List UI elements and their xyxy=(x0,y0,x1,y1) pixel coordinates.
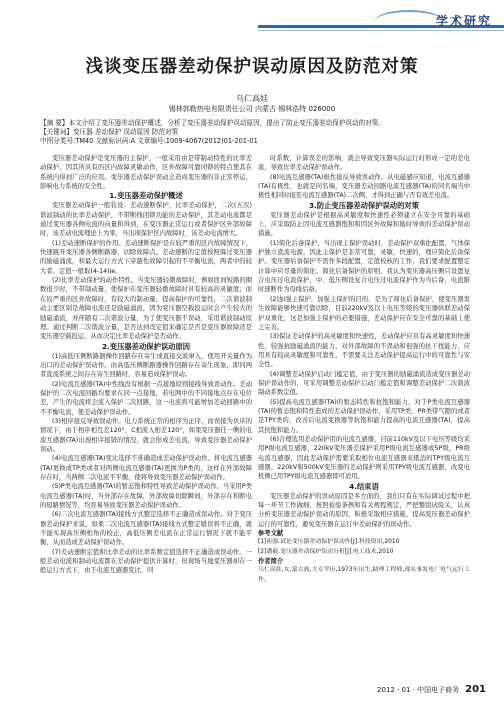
paragraph: (7)差动速断定值和比率差动的比率系数定值选择不正确造成误动作。一般差动电流和制动电流都在差动保护提供计算时，但现场当地变压器却在一般运行方式下，由于电流互感器变比、同 xyxy=(40,548,252,575)
paragraph: (8)电流互感器(TA)极性接反导致误动作。从电磁感应知道，电流互感器(TA)有极性，也就是同名端，变压器差动回路电流互感器(TA)的同名端当中极性相同时接至电流互感器(TA)二次侧，才得到正确与否有效差电流。 xyxy=(258,173,470,200)
keywords: 【关键词】变压器 差动保护 误动原因 防范对策 xyxy=(40,128,179,136)
reference-item: [2]潘毅.变压器差动保护误动分析[J].电工技术,2010 xyxy=(258,548,394,555)
section-heading: 4.结束语 xyxy=(349,481,379,491)
paragraph: 时系数，计算误差的影响，就会导致变压器实际运行时形成一定的差电流，导致比率差动保护误动作。 xyxy=(258,155,470,172)
paragraph: (1)简化后备保护，当出现主保护误动时，差动保护双重化配置，气体保护独立直流电源，因此主保护是非常可靠，灵敏，快速的，理应简化后备保护。变压器后备保护不需作多段配置，定值校核的工作，我们要求配置整定计算中应尽量的简化。简化后备保护的原则，我认为变压器高压侧只设置复合电压过电流保护，中、低压侧设复合电压过电流保护作为当后备，电流限时速断作为母线后备。 xyxy=(258,239,470,294)
section-heading: 3.防止变压器差动保护误动的对策 xyxy=(308,200,419,210)
paragraph: (6)合理选用差动保护用的电流互感器，目前110kV及以下电压等级均采用P级电流互感器，220kV变压器差保护采用P级电流互感器或5P级，PR级电流互感器，因此差动保护需要采取相位电流互感器来抵消的TPY级电流互感器，220kV和500kV变压器的差动保护则采用TPY级电流互感器，改变电机侧已用TPY级电流互感器即可适用。 xyxy=(258,435,470,481)
paragraph: 变压器差动保护一般装设：差动速断保护，比率差动保护，二次(五次)谐波制动的比率差动保护，不带断线闭锁功能的差动保护，其差动电流都是通过变压器各侧电流的向量和得到，在变压器正常运行或者保护区外部故障时，该差动电流理论上为零，当出现保护区内故障时，该差动电流增大。 xyxy=(40,202,252,238)
author-name: 乌仁高娃 xyxy=(236,94,268,103)
page-number: 201 xyxy=(465,684,486,695)
affiliation: 锡林郭勒热电有限责任公司 内蒙古 锡林浩特 026000 xyxy=(168,105,336,113)
subsection-heading: 作者简介 xyxy=(258,558,284,566)
paragraph: (3)相序接反导致误动作。电力系统正常的相序为正序，而误接为负序的情况下，由于相序相互差120°，C相流入相差120°，如果变压器任一侧的电流互感器(TA)出现相序接错的情况，就会形成差电流，导致变压器差动保护误动。 xyxy=(40,417,252,453)
paragraph: (6)二次电流互感器(TA)接线方式整定选择不正确造成误动作。对于变压器差动保护来说，如果二次电流互感器(TA)接线方式整定错误将不正确，就不能实现高压侧相角的校正，高低压侧差电流在正常运行情况下就不能平衡，从而造成差动保护误动作。 xyxy=(40,511,252,547)
abstract: 【摘 要】本文介绍了变压器差动保护概述，分析了变压器差动保护误动原因，提出了防止变压器差动保护误动的对策。 xyxy=(40,119,385,127)
paragraph: (1)高低压侧断路器操作回路存在寄生或直接交流窜入，使用开关量作为出口的差动保护误动作。由高低压侧断路器操作回路存在寄生现象，即同两者直流系统之间存在寄生回路时，容易造成保护误动。 xyxy=(40,352,252,379)
page-footer xyxy=(377,684,486,695)
column-right xyxy=(258,154,470,585)
paragraph: (2)电流互感器(TA)中性线没有根据一点接地原则接线导致误动作。差动保护的二次电流回路均要求在同一点接地，若电网中的不同接地点存在电位差，产生的电流将会流入保护二次回路，这一电流将可能增加差动回路中的不平衡电流，使差动保护误动作。 xyxy=(40,380,252,416)
paragraph: (5)提高电流互感器(TA)的暂态特性和抗饱和能力，对于P类电流互感器(TA)的暂态饱和特性造成的差动保护误动作，采用TP类、PR类带气隙的或者是TPY类的，改善后电流变换器等抗饱和能力提高的电流互感器(TA)，提高其抗饱和能力。 xyxy=(258,398,470,434)
paragraph: (4)电流互感器(TA)变比选择不准确造成差动保护误动作。将电流互感器(TA)更换成TP类或者对两侧电流互感器(TA)更换为P类的，这样在外部故障存在时，当两侧二次电流不平衡，使将导致变压器差动保护误动作。 xyxy=(40,455,252,481)
paragraph: (4)调整差动保护启动门槛定值，由于变压器的励磁涌流造成变压器差动保护误动作的，可采用调整差动保护启动门槛定值和调整差动保护二次谐波制动系数定值。 xyxy=(258,370,470,397)
paragraph: 变压器差动保护是变压器的主保护，一般采用由是带制动特性的比率差动保护，因其所具有的区内故障灵敏动作，区外故障可靠闭锁的特点使其在系统内得到广泛的应用。变压器差动保护误动会造成变压器的非正常停运，影响电力系统的安全性。 xyxy=(40,155,252,191)
paragraph: (3)保证差动保护的高灵敏度和快速性，差动保护应具有高灵敏度和快速性，较强抗励磁涌流的能力，对外部故障的不误动和很强的抗干扰能力，应用具有较高灵敏度和可靠性，不需要关注差动保护提高运行中的可靠性与安全性。 xyxy=(258,333,470,369)
paragraph: (5)P类电流互感器(TA)的暂态饱和特性导致差动保护误动作。当采用P类电流互感器(TA)时，当外部存在故障，外部故障切除瞬间，外部存在和断电的短路情况等，均容易导致变压器差动保护误动作。 xyxy=(40,483,252,510)
issue-info: 2012 · 01 · 中国电子商务 xyxy=(377,686,460,694)
article-title: 浅谈变压器差动保护误动原因及防范对策 xyxy=(85,57,419,77)
paragraph: 变压器差动保护的误动原因是多方面的，我们只有在实际调试过程中把每一环节工作做细，按照检验条例和有关规程规定，严把整组试验关，认真分析变压器差动保护误动的原因，积极采取相应措施，提高变压器差动保护运行的可靠性，避免变压器在运行中差动保护的误动作。 xyxy=(258,492,470,528)
header-bar xyxy=(0,12,504,34)
reference-item: [1]崔强.试论变压器差动保护误动作[J].科技资讯,2010 xyxy=(258,539,400,546)
section-heading: 2.变压器差动保护误动原因 xyxy=(101,341,191,351)
column-left xyxy=(40,154,252,576)
section-heading: 1.变压器差动保护概述 xyxy=(109,191,183,201)
header-rule-thin xyxy=(258,30,504,31)
paragraph: (2)比率差动保护的动作特性。当变压器轻微故障时，例如匝间短路的圈数很少时，不带制动量，使保护在变压器轻微故障时具有较高的灵敏度；而在较严重的区外故障时，有较大的制动量，提高保护的可靠性，二次谐波制动主要区别是故障电流还是励磁涌流，因为变压器空载投运时会产生较大的励磁涌流，并伴随有二次谐波分量，为了使变压器不误动，采用谐波制动原理。通过判断二次谐波分量，是否达到设定值来确定是否是变压器故障还是变压器空载投运，从而决定比率差动保护是否动作。 xyxy=(40,277,252,341)
reference-item: 乌仁高娃,女,蒙古族,大专学历,1973年出生,助理工程师,现从事发电厂电气运行工作。 xyxy=(258,567,470,583)
section-label: 学术研究 xyxy=(435,14,492,28)
classification-codes: 中图分类号:TM40 文献标识码:A 文章编号:1009-4067(2012)01-201-01 xyxy=(40,137,258,145)
paragraph: (1)差动速断保护的作用。差动速断保护是在较严重的区内故障情况下，快速跳开变压器各侧断路器，切除故障点。差动速断的定值按照躲过变压器的励磁涌流，和最大运行方式下穿越性故障引起的不平衡电流，两者中的较大者。定值一般取(4-14)Ie。 xyxy=(40,239,252,275)
paragraph: (2)加强主保护，加强主保护的目的，是为了简化后备保护，使变压器发生故障能够快速可靠切除，目前220kV及以上电压等级的变压器纵联差动保护双重化，这是加强主保护的必要措施，差动保护应在安全可靠的基础上使之完善。 xyxy=(258,295,470,331)
paragraph: 变压器差动保护是根据高灵敏度和快速性必须建立在安全可靠的基础上，应采取防止因电流互感器饱和和因区外故障和励时导致的差动保护误动措施。 xyxy=(258,211,470,238)
subsection-heading: 参考文献 xyxy=(258,530,284,538)
